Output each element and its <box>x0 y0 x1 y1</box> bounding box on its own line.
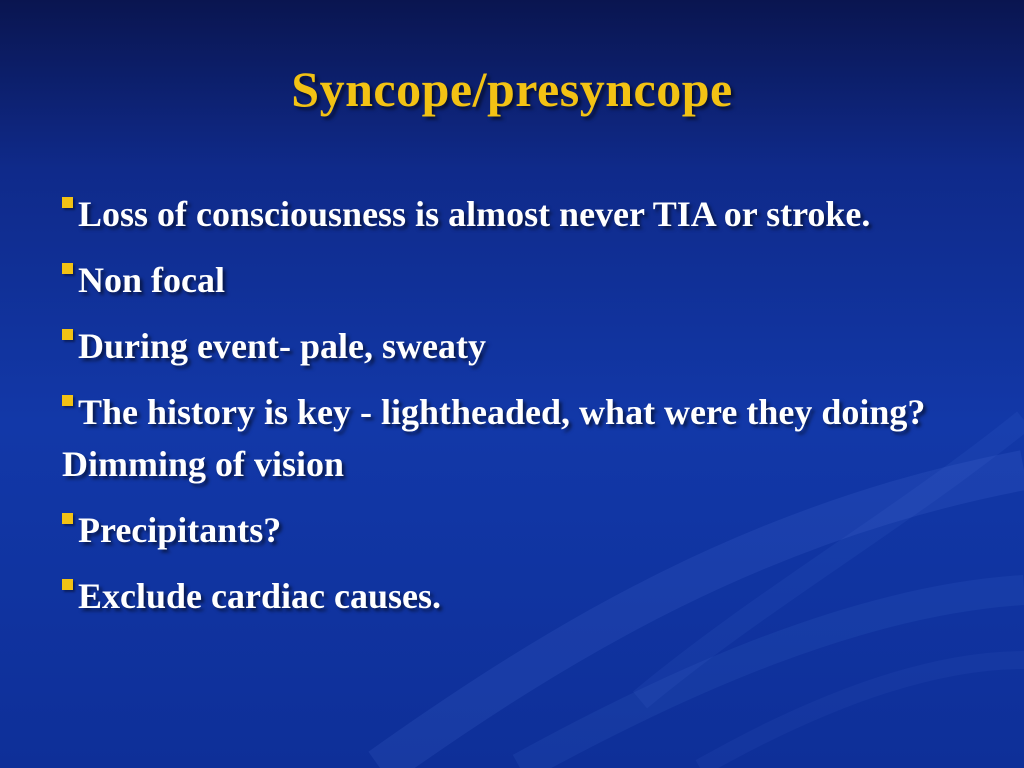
bullet-item-loss-of-consciousness <box>62 188 962 240</box>
bullet-item-history-is-key <box>62 386 962 490</box>
bullet-text: Exclude cardiac causes. <box>78 576 441 616</box>
bullet-item-non-focal <box>62 254 962 306</box>
square-bullet-icon <box>62 197 73 208</box>
square-bullet-icon <box>62 513 73 524</box>
bullet-text: The history is key - lightheaded, what were they doing? Dimming of vision <box>62 392 926 484</box>
bullet-item-precipitants <box>62 504 962 556</box>
bullet-list <box>62 188 962 636</box>
square-bullet-icon <box>62 579 73 590</box>
bullet-text: Precipitants? <box>78 510 282 550</box>
slide-title: Syncope/presyncope <box>291 61 733 117</box>
bullet-item-during-event <box>62 320 962 372</box>
bullet-text: Loss of consciousness is almost never TIA or stroke. <box>78 194 871 234</box>
bullet-text: During event- pale, sweaty <box>78 326 486 366</box>
bullet-item-exclude-cardiac <box>62 570 962 622</box>
square-bullet-icon <box>62 329 73 340</box>
bullet-text: Non focal <box>78 260 225 300</box>
square-bullet-icon <box>62 395 73 406</box>
square-bullet-icon <box>62 263 73 274</box>
